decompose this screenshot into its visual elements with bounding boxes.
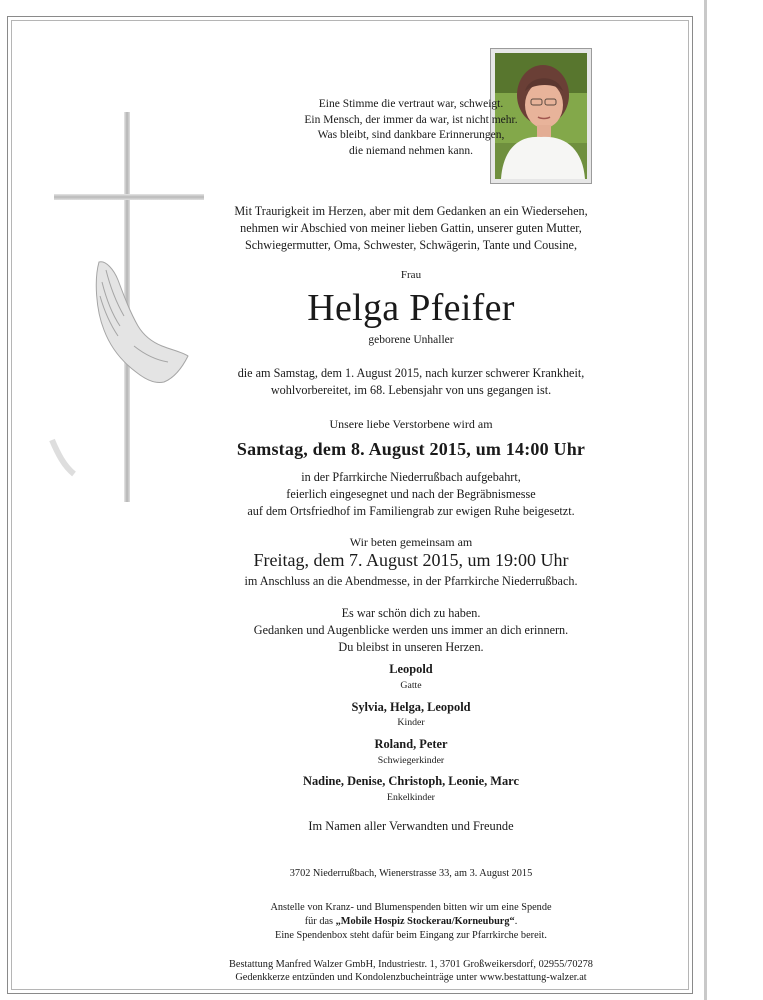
donation-line [200,915,622,929]
mourner-role: Enkelkinder [387,792,435,803]
prayer-location: im Anschluss an die Abendmesse, in der Pfarrkirche Niederrußbach. [244,574,578,588]
intro-line: Mit Traurigkeit im Herzen, aber mit dem Gedanken an ein Wiedersehen, [234,204,588,218]
mourner-names: Sylvia, Helga, Leopold [351,700,471,714]
funeral-line: feierlich eingesegnet und nach der Begräbnismesse [286,487,536,501]
poem-line: Eine Stimme die vertraut war, schweigt. [318,98,504,110]
donation-line: Anstelle von Kranz- und Blumenspenden bitten wir um eine Spende [270,902,552,913]
donation-prefix: für das [304,916,336,927]
donation-line: Eine Spendenbox steht dafür beim Eingang zur Pfarrkirche bereit. [275,930,547,941]
prayer-date: Freitag, dem 7. August 2015, um 19:00 Uhr [253,550,569,570]
cross-with-praying-hands-icon [44,110,214,510]
prayer-intro: Wir beten gemeinsam am [349,535,473,549]
mourner-role: Gatte [400,680,422,691]
death-notice [200,365,622,399]
undertaker-info [200,958,622,984]
donation-notice [200,901,622,943]
closing-verse [200,605,622,656]
funeral-intro: Unsere liebe Verstorbene wird am [329,417,493,431]
mourner-names: Leopold [389,662,433,676]
intro-line: nehmen wir Abschied von meiner lieben Gattin, unserer guten Mutter, [240,221,582,235]
opening-poem [200,97,622,159]
poem-line: Was bleibt, sind dankbare Erinnerungen, [317,129,505,141]
funeral-line: auf dem Ortsfriedhof im Familiengrab zur ewigen Ruhe beigesetzt. [247,504,575,518]
mourner-role: Schwiegerkinder [377,755,445,766]
relatives-line: Im Namen aller Verwandten und Freunde [308,819,514,833]
funeral-details [200,469,622,520]
mourner-role: Kinder [397,717,425,728]
birth-name: geborene Unhaller [368,334,454,346]
salutation: Frau [400,269,422,281]
page-shadow [704,0,707,1000]
donation-suffix: . [514,916,518,927]
death-notice-line: die am Samstag, dem 1. August 2015, nach kurzer schwerer Krankheit, [237,366,585,380]
poem-line: die niemand nehmen kann. [349,144,473,157]
death-notice-line: wohlvorbereitet, im 68. Lebensjahr von uns gegangen ist. [270,383,552,397]
verse-line: Es war schön dich zu haben. [341,606,481,620]
mourner-names: Nadine, Denise, Christoph, Leonie, Marc [303,774,519,788]
poem-line: Ein Mensch, der immer da war, ist nicht mehr. [304,113,518,126]
place-and-date: 3702 Niederrußbach, Wienerstrasse 33, am 3. August 2015 [289,868,533,879]
undertaker-line: Gedenkkerze entzünden und Kondolenzbucheinträge unter www.bestattung-walzer.at [235,972,587,983]
funeral-date: Samstag, dem 8. August 2015, um 14:00 Uhr [236,439,586,459]
intro-line: Schwiegermutter, Oma, Schwester, Schwägerin, Tante und Cousine, [244,238,577,252]
verse-line: Gedanken und Augenblicke werden uns immer an dich erinnern. [253,623,569,637]
hospice-name: „Mobile Hospiz Stockerau/Korneuburg“ [335,916,515,927]
verse-line: Du bleibst in unseren Herzen. [338,640,484,654]
undertaker-line: Bestattung Manfred Walzer GmbH, Industriestr. 1, 3701 Großweikersdorf, 02955/70278 [229,959,593,970]
deceased-name: Helga Pfeifer [307,287,515,329]
mourner-names: Roland, Peter [374,737,448,751]
farewell-intro [196,203,626,254]
funeral-line: in der Pfarrkirche Niederrußbach aufgebahrt, [301,470,521,484]
